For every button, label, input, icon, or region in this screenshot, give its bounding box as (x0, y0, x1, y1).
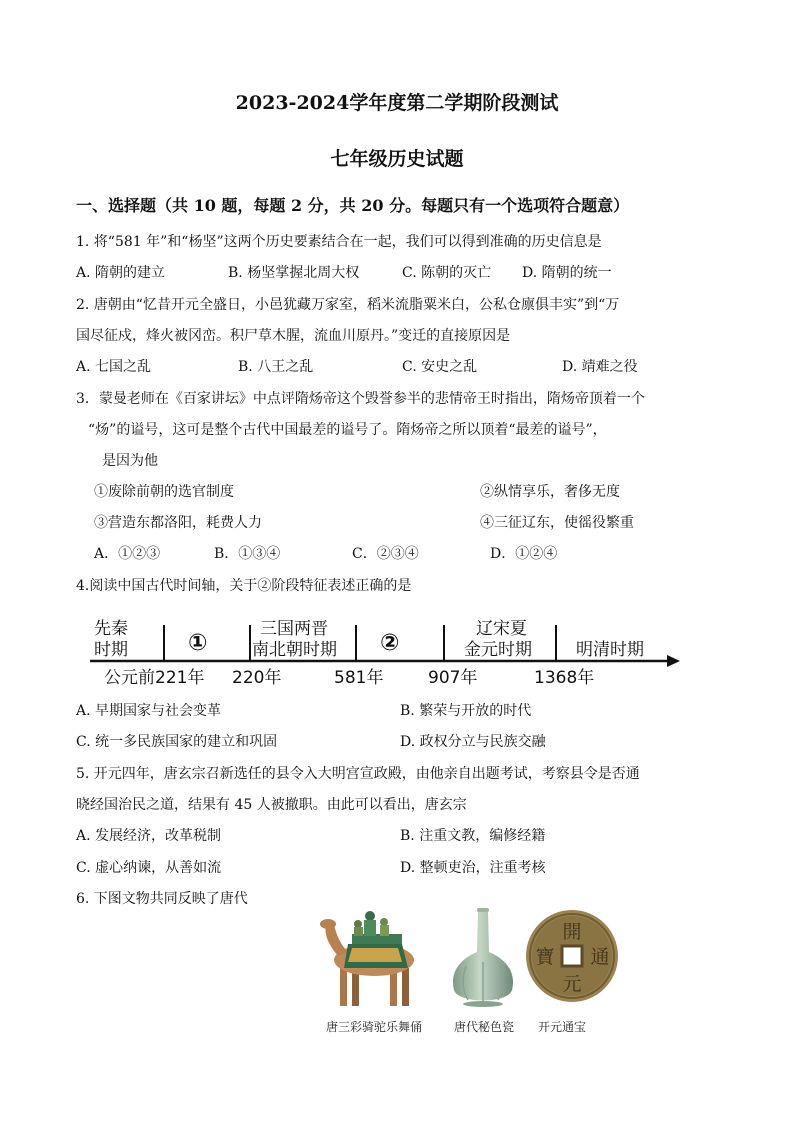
timeline-diagram (80, 608, 690, 694)
q2-option-d: D. 靖难之役 (562, 359, 638, 375)
q3-item-3: ③营造东都洛阳，耗费人力 (94, 515, 262, 531)
period-label-sanguo: 三国两晋 (260, 619, 328, 639)
period-label-shiqi: 时期 (94, 640, 128, 660)
date-label-581: 581年 (334, 668, 384, 688)
q1-option-d: D. 隋朝的统一 (522, 265, 612, 281)
q3-item-4: ④三征辽东，使徭役繁重 (480, 515, 634, 531)
q3-stem-line3: 是因为他 (102, 453, 158, 469)
q5-option-d: D. 整顿吏治，注重考核 (400, 860, 546, 876)
exam-subtitle: 七年级历史试题 (330, 148, 464, 170)
q2-option-c: C. 安史之乱 (402, 359, 478, 375)
timeline-arrow (667, 655, 680, 667)
q5-option-a: A. 发展经济，改革税制 (76, 828, 222, 844)
q4-option-d: D. 政权分立与民族交融 (400, 734, 546, 750)
q4-stem: 4.阅读中国古代时间轴，关于②阶段特征表述正确的是 (76, 578, 412, 594)
date-label-221bc: 公元前221年 (104, 668, 205, 688)
q5-option-c: C. 虚心纳谏，从善如流 (76, 860, 222, 876)
q3-stem-line2: “炀”的谥号，这可是整个古代中国最差的谥号了。隋炀帝之所以顶着“最差的谥号”， (88, 422, 607, 438)
coin-char-right: 通 (590, 946, 610, 968)
q2-option-a: A. 七国之乱 (76, 359, 152, 375)
q3-stem-line1: 3．蒙曼老师在《百家讲坛》中点评隋炀帝这个毁誉参半的悲情帝王时指出，隋炀帝顶着一个 (76, 391, 645, 407)
q4-option-b: B. 繁荣与开放的时代 (400, 703, 532, 719)
q4-option-a: A. 早期国家与社会变革 (76, 703, 222, 719)
q3-option-d: D．①②④ (490, 546, 558, 562)
q2-option-b: B. 八王之乱 (238, 359, 314, 375)
caption-celadon-vase: 唐代秘色瓷 (454, 1020, 515, 1034)
q5-stem-line2: 晓经国治民之道，结果有 45 人被撤职。由此可以看出，唐玄宗 (76, 797, 467, 813)
q3-option-a: A．①②③ (94, 546, 161, 562)
celadon-vase-image (448, 906, 518, 1010)
camel-figurine-image (318, 904, 430, 1014)
q1-option-c: C. 陈朝的灭亡 (402, 265, 492, 281)
period-label-liaosongxia: 辽宋夏 (476, 619, 527, 639)
kaiyuan-coin-image (524, 908, 620, 1004)
section-heading: 一、选择题（共 10 题，每题 2 分，共 20 分。每题只有一个选项符合题意） (76, 196, 630, 215)
q3-option-b: B．①③④ (214, 546, 281, 562)
q3-item-2: ②纵情享乐，奢侈无度 (480, 484, 620, 500)
q5-option-b: B. 注重文教，编修经籍 (400, 828, 546, 844)
period-label-xianqin: 先秦 (94, 619, 128, 639)
q3-option-c: C．②③④ (352, 546, 419, 562)
q5-stem-line1: 5. 开元四年，唐玄宗召新选任的县令入大明宫宣政殿，由他亲自出题考试，考察县令是否通 (76, 766, 640, 782)
caption-camel-figurine: 唐三彩骑驼乐舞俑 (326, 1020, 423, 1034)
q4-option-c: C. 统一多民族国家的建立和巩固 (76, 734, 278, 750)
q1-stem: 1. 将“581 年”和“杨坚”这两个历史要素结合在一起，我们可以得到准确的历史信息是 (76, 234, 602, 250)
date-label-220: 220年 (232, 668, 282, 688)
period-marker-2: ② (380, 630, 400, 656)
q6-stem: 6. 下图文物共同反映了唐代 (76, 891, 248, 907)
q1-option-b: B. 杨坚掌握北周大权 (228, 265, 360, 281)
caption-kaiyuan-coin: 开元通宝 (538, 1020, 587, 1034)
coin-char-left: 寶 (535, 946, 555, 968)
coin-char-top: 開 (562, 921, 582, 943)
coin-char-bottom: 元 (562, 973, 582, 995)
q3-item-1: ①废除前朝的选官制度 (94, 484, 234, 500)
period-label-nanbeichao: 南北朝时期 (252, 640, 337, 660)
exam-title: 2023-2024学年度第二学期阶段测试 (235, 92, 559, 114)
period-marker-1: ① (188, 630, 208, 656)
date-label-907: 907年 (428, 668, 478, 688)
period-label-jinyuan: 金元时期 (464, 640, 532, 660)
q1-option-a: A. 隋朝的建立 (76, 265, 166, 281)
period-label-mingqing: 明清时期 (576, 640, 644, 660)
q2-stem-line2: 国尽征戍，烽火被冈峦。积尸草木腥，流血川原丹。”变迁的直接原因是 (76, 328, 511, 344)
date-label-1368: 1368年 (534, 668, 595, 688)
q2-stem-line1: 2. 唐朝由“忆昔开元全盛日，小邑犹藏万家室，稻米流脂粟米白，公私仓廪俱丰实”到“万 (76, 297, 620, 313)
